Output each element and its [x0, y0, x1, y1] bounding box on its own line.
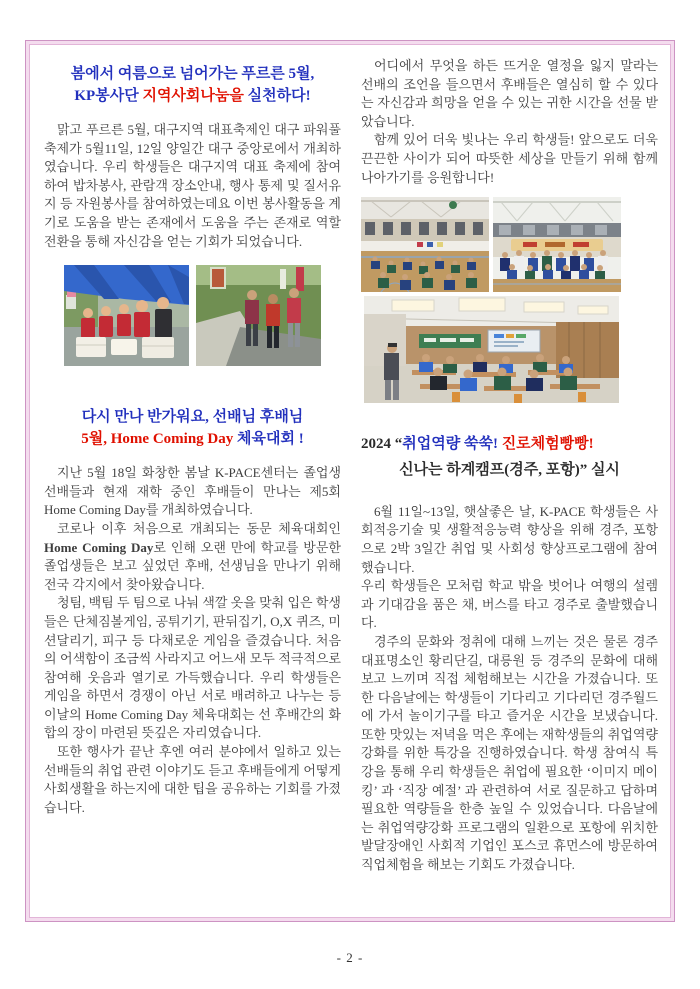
article-camp-title	[361, 431, 658, 483]
article-spring-title-line1: 봄에서 여름으로 넘어가는 푸르른 5월,	[70, 66, 315, 82]
two-column-layout	[44, 57, 658, 875]
camp-title-line2: 신나는 하계캠프(경주, 포항)” 실시	[399, 461, 620, 478]
article-homecoming-title-line2-red: 5월, Home Coming Day	[81, 431, 234, 448]
camp-title-line1-black: 2024 “	[361, 435, 403, 452]
photo-gym-students-seated	[361, 197, 489, 292]
newsletter-page	[29, 44, 671, 918]
article-homecoming-title-line2-blue: 체육대회 !	[233, 431, 304, 448]
page-number: - 2 -	[336, 950, 364, 965]
camp-title-line1-blue: 취업역량 쑥쑥!	[402, 435, 498, 452]
spring-photo-row	[44, 265, 341, 366]
homecoming-closing-para1: 어디에서 무엇을 하든 뜨거운 열정을 잃지 말라는 선배의 조언을 들으면서 후배들은 열심히 할 수 있다는 자신감과 희망을 얻을 수 있는 귀한 시간을 선물 받았습니다.	[361, 58, 658, 129]
homecoming-para2	[44, 520, 341, 594]
page-border-frame	[25, 40, 675, 922]
camp-para3: 경주의 문화와 정취에 대해 느끼는 것은 물론 경주 대표명소인 황리단길, 대릉원 등 경주의 문화에 대해 보고 느끼며 직접 체험해보는 시간을 가졌습니다. 또한 다음날에는 학생들이 기다리고 기다리던 경주월드에 가서 놀이기구를 타고 즐거운 시간을 보냈습니다. 또한 맛있는 저녁을 먹은 후에는 재학생들의 취업역량강화를 위한 특강을 진행하였습니다. 학생 참여식 특강을 통해 우리 학생들은 취업에 필요한 ‘이미지 메이킹’ 과 ‘직장 예절’ 과 관련하여 서로 질문하고 답하며 필요한 역량들을 한층 높일 수 있었습니다. 다음날에는 취업역량강화 프로그램의 일환으로 포항에 위치한 발달장애인 사회적 기업인 포스코 휴먼스에 방문하여 직업체험을 해보는 기회도 가졌습니다.	[361, 633, 658, 873]
article-homecoming-title-line1: 다시 만나 반가워요, 선배님 후배님	[81, 409, 304, 426]
lecture-photo-row	[364, 296, 658, 409]
homecoming-para1: 지난 5월 18일 화창한 봄날 K-PACE센터는 졸업생 선배들과 현재 재학 중인 후배들이 만나는 제5회 Home Coming Day를 개최하였습니다.	[44, 465, 341, 518]
camp-para2: 우리 학생들은 모처럼 학교 밖을 벗어나 여행의 설렘과 기대감을 품은 채, 버스를 타고 경주로 출발했습니다.	[361, 578, 658, 631]
homecoming-closing-para2: 함께 있어 더욱 빛나는 우리 학생들! 앞으로도 더욱 끈끈한 사이가 되어 따뜻한 세상을 만들기 위해 함께 나아가기를 응원합니다!	[361, 132, 658, 185]
gym-photo-row	[361, 197, 658, 292]
photo-gym-group-banner	[493, 197, 621, 292]
photo-festival-outdoor-volunteers	[196, 265, 321, 366]
camp-para1: 6월 11일~13일, 햇살좋은 날, K-PACE 학생들은 사회적응기술 및 생활적응능력 향상을 위해 경주, 포항으로 2박 3일간 취업 및 사회성 향상프로그램에 참여했습니다.	[361, 503, 658, 575]
homecoming-para2-bold: Home Coming Day	[44, 539, 154, 555]
article-homecoming-title	[44, 406, 341, 450]
article-spring-title	[44, 63, 341, 107]
article-spring-body: 맑고 푸르른 5월, 대구지역 대표축제인 대구 파워풀 축제가 5월11일, 12일 양일간 대구 중앙로에서 개최하였습니다. 우리 학생들은 대구지역 대표 축제에 참여하여 밥차봉사, 관람객 장소안내, 행사 통제 및 질서유지 등 자원봉사를 참여하였는데요 이번 봉사활동을 계기로 도움을 받는 존재에서 도움을 주는 존재로 역할전환을 통해 자신감을 얻는 기회가 되었습니다.	[44, 122, 341, 249]
article-spring-title-line2-blue2: 실천하다!	[243, 88, 311, 104]
photo-festival-volunteer-booth	[64, 265, 189, 366]
article-spring-title-line2-red: 지역사회나눔을	[142, 88, 244, 104]
homecoming-para4: 또한 행사가 끝난 후엔 여러 분야에서 일하고 있는 선배들의 취업 관련 이야기도 듣고 후배들에게 어떻게 사회생활을 하는지에 대한 팁을 공유하는 기회를 가졌습니다.	[44, 744, 341, 815]
homecoming-para2-post: 로 인해 오랜 만에 학교를 방문한 졸업생들은 보고 싶었던 후배, 선생님을 만나기 위해 전국 각지에서 찾아왔습니다.	[44, 539, 341, 592]
homecoming-para3: 청팀, 백팀 두 팀으로 나눠 색깔 옷을 맞춰 입은 학생들은 단체짐볼게임, 공튀기기, 판뒤집기, O,X 퀴즈, 미션달리기, 피구 등 다채로운 게임을 즐겼습니다. 처음의 어색함이 조금씩 사라지고 어느새 모두 적극적으로 참여해 웃음과 열기로 가득했습니다. 우리 학생들은 게임을 하면서 경쟁이 아닌 서로 배려하고 나누는 등 이날의 Home Coming Day 체육대회는 선 후배간의 화합의 장이 마련된 뜻깊은 자리였습니다.	[44, 595, 341, 741]
camp-title-line1-red: 진로체험빵빵!	[497, 435, 594, 452]
photo-lecture-room-special-class	[364, 296, 619, 403]
homecoming-para2-pre: 코로나 이후 처음으로 개최되는 동문 체육대회인	[57, 520, 341, 536]
article-spring-title-line2-blue1: KP봉사단	[74, 88, 143, 104]
left-column	[44, 57, 341, 875]
right-column	[361, 57, 658, 875]
